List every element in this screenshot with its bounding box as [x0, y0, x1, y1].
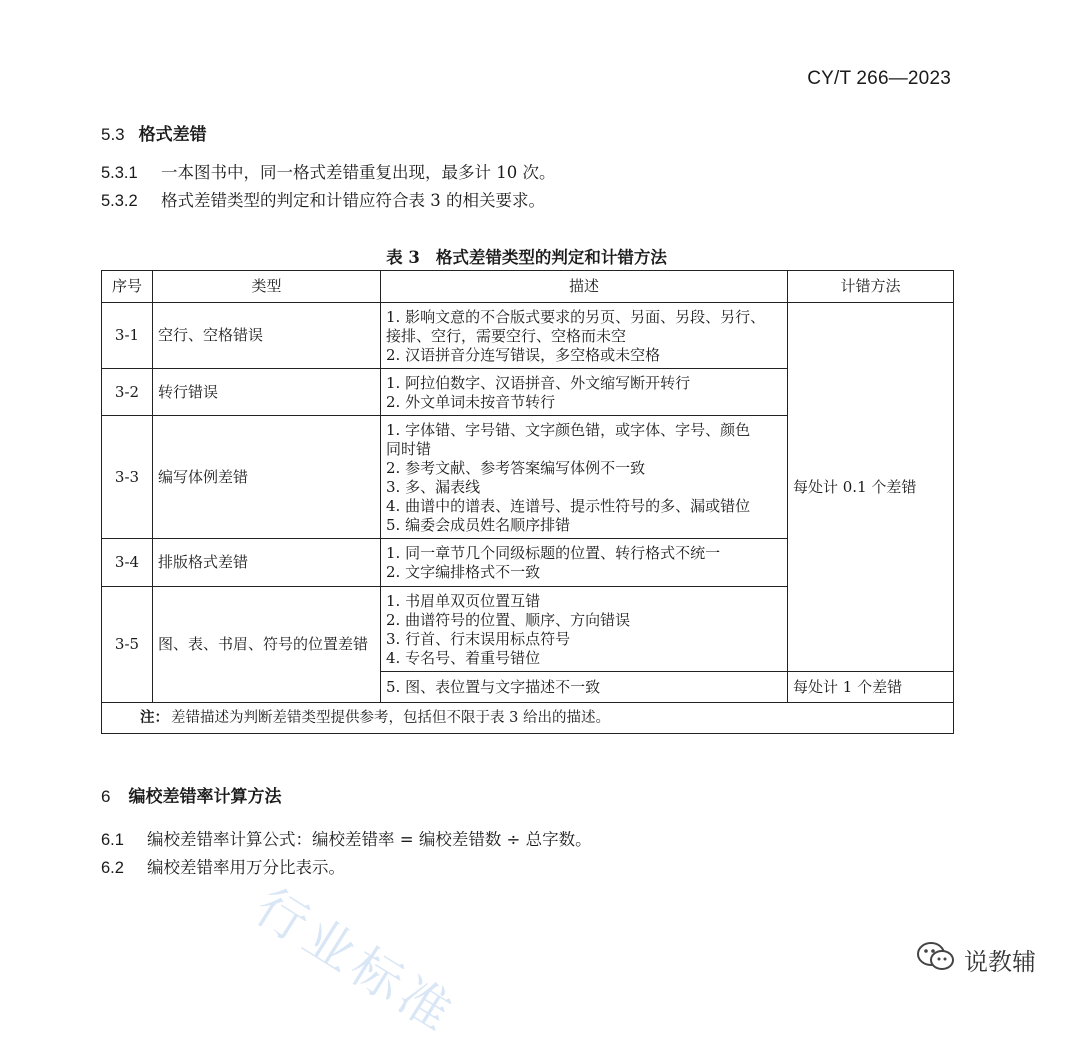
row-description — [381, 416, 788, 539]
row-description — [381, 587, 788, 672]
row-type: 图、表、书眉、符号的位置差错 — [153, 587, 381, 703]
note-label: 注： — [140, 709, 169, 726]
description-line: 1. 阿拉伯数字、汉语拼音、外文缩写断开转行 — [386, 373, 691, 392]
clause-6-1 — [101, 826, 592, 850]
clause-text: 格式差错类型的判定和计错应符合表 3 的相关要求。 — [161, 191, 545, 210]
row-type: 编写体例差错 — [153, 416, 381, 539]
description-line: 5. 编委会成员姓名顺序排错 — [386, 515, 571, 534]
clause-5-3-1 — [101, 159, 556, 183]
row-id: 3-5 — [102, 587, 153, 703]
description-line: 2. 汉语拼音分连写错误，多空格或未空格 — [386, 345, 661, 364]
note-text: 差错描述为判断差错类型提供参考，包括但不限于表 3 给出的描述。 — [171, 710, 610, 726]
clause-number: 5.3.2 — [101, 192, 138, 210]
clause-number: 6.2 — [101, 859, 124, 877]
description-line: 2. 外文单词未按音节转行 — [386, 392, 556, 411]
section-number: 5.3 — [101, 125, 125, 144]
description-line: 2. 曲谱符号的位置、顺序、方向错误 — [386, 610, 631, 629]
table-caption-label: 表 3 — [386, 248, 420, 267]
description-line: 5. 图、表位置与文字描述不一致 — [386, 678, 601, 696]
description-line: 4. 专名号、着重号错位 — [386, 648, 541, 667]
header-cell-description: 描述 — [381, 271, 788, 303]
row-description — [381, 539, 788, 587]
brand-label: 说教辅 — [964, 947, 1036, 976]
header-cell-type: 类型 — [153, 271, 381, 303]
description-line: 2. 文字编排格式不一致 — [386, 563, 541, 581]
description-line: 同时错 — [386, 439, 432, 458]
clause-text: 编校差错率计算公式：编校差错率 = 编校差错数 ÷ 总字数。 — [147, 830, 592, 849]
description-line: 1. 字体错、字号错、文字颜色错，或字体、字号、颜色 — [386, 420, 751, 439]
section-title: 编校差错率计算方法 — [128, 787, 282, 807]
row-description — [381, 672, 788, 703]
section-6-heading — [101, 782, 281, 807]
section-title: 格式差错 — [138, 125, 207, 145]
section-5-3-heading — [101, 120, 207, 145]
section-number: 6 — [101, 787, 111, 806]
clause-text: 编校差错率用万分比表示。 — [147, 858, 345, 877]
row-id: 3-2 — [102, 369, 153, 416]
method-cell-main: 每处计 0.1 个差错 — [788, 303, 954, 672]
row-type: 空行、空格错误 — [153, 303, 381, 369]
row-id: 3-1 — [102, 303, 153, 369]
row-type: 排版格式差错 — [153, 539, 381, 587]
clause-number: 5.3.1 — [101, 164, 138, 182]
clause-5-3-2 — [101, 187, 545, 211]
row-id: 3-4 — [102, 539, 153, 587]
row-description — [381, 303, 788, 369]
row-description — [381, 369, 788, 416]
description-line: 1. 书眉单双页位置互错 — [386, 591, 541, 610]
description-line: 接排、空行，需要空行、空格而未空 — [386, 326, 627, 345]
description-line: 3. 行首、行末误用标点符号 — [386, 629, 571, 648]
wechat-icon — [916, 940, 956, 978]
clause-number: 6.1 — [101, 831, 124, 849]
table-header-row — [102, 271, 954, 303]
row-type: 转行错误 — [153, 369, 381, 416]
description-line: 1. 同一章节几个同级标题的位置、转行格式不统一 — [386, 544, 721, 562]
table-note-row — [102, 703, 954, 734]
clause-6-2 — [101, 854, 345, 878]
header-cell-number: 序号 — [102, 271, 153, 303]
brand-badge — [916, 940, 1036, 978]
table-note — [102, 703, 954, 734]
table-caption-title: 格式差错类型的判定和计错方法 — [435, 248, 667, 267]
clause-text: 一本图书中，同一格式差错重复出现，最多计 10 次。 — [161, 163, 556, 182]
description-line: 3. 多、漏表线 — [386, 477, 481, 496]
watermark: 行业标准 — [245, 877, 467, 1046]
row-id: 3-3 — [102, 416, 153, 539]
table-row — [102, 303, 954, 369]
method-cell-extra: 每处计 1 个差错 — [788, 672, 954, 703]
table-caption — [0, 244, 1053, 268]
header-cell-method: 计错方法 — [788, 271, 954, 303]
description-line: 4. 曲谱中的谱表、连谱号、提示性符号的多、漏或错位 — [386, 496, 751, 515]
format-error-table — [101, 270, 954, 734]
standard-number: CY/T 266—2023 — [807, 68, 951, 89]
description-line: 2. 参考文献、参考答案编写体例不一致 — [386, 458, 646, 477]
description-line: 1. 影响文意的不合版式要求的另页、另面、另段、另行、 — [386, 307, 766, 326]
